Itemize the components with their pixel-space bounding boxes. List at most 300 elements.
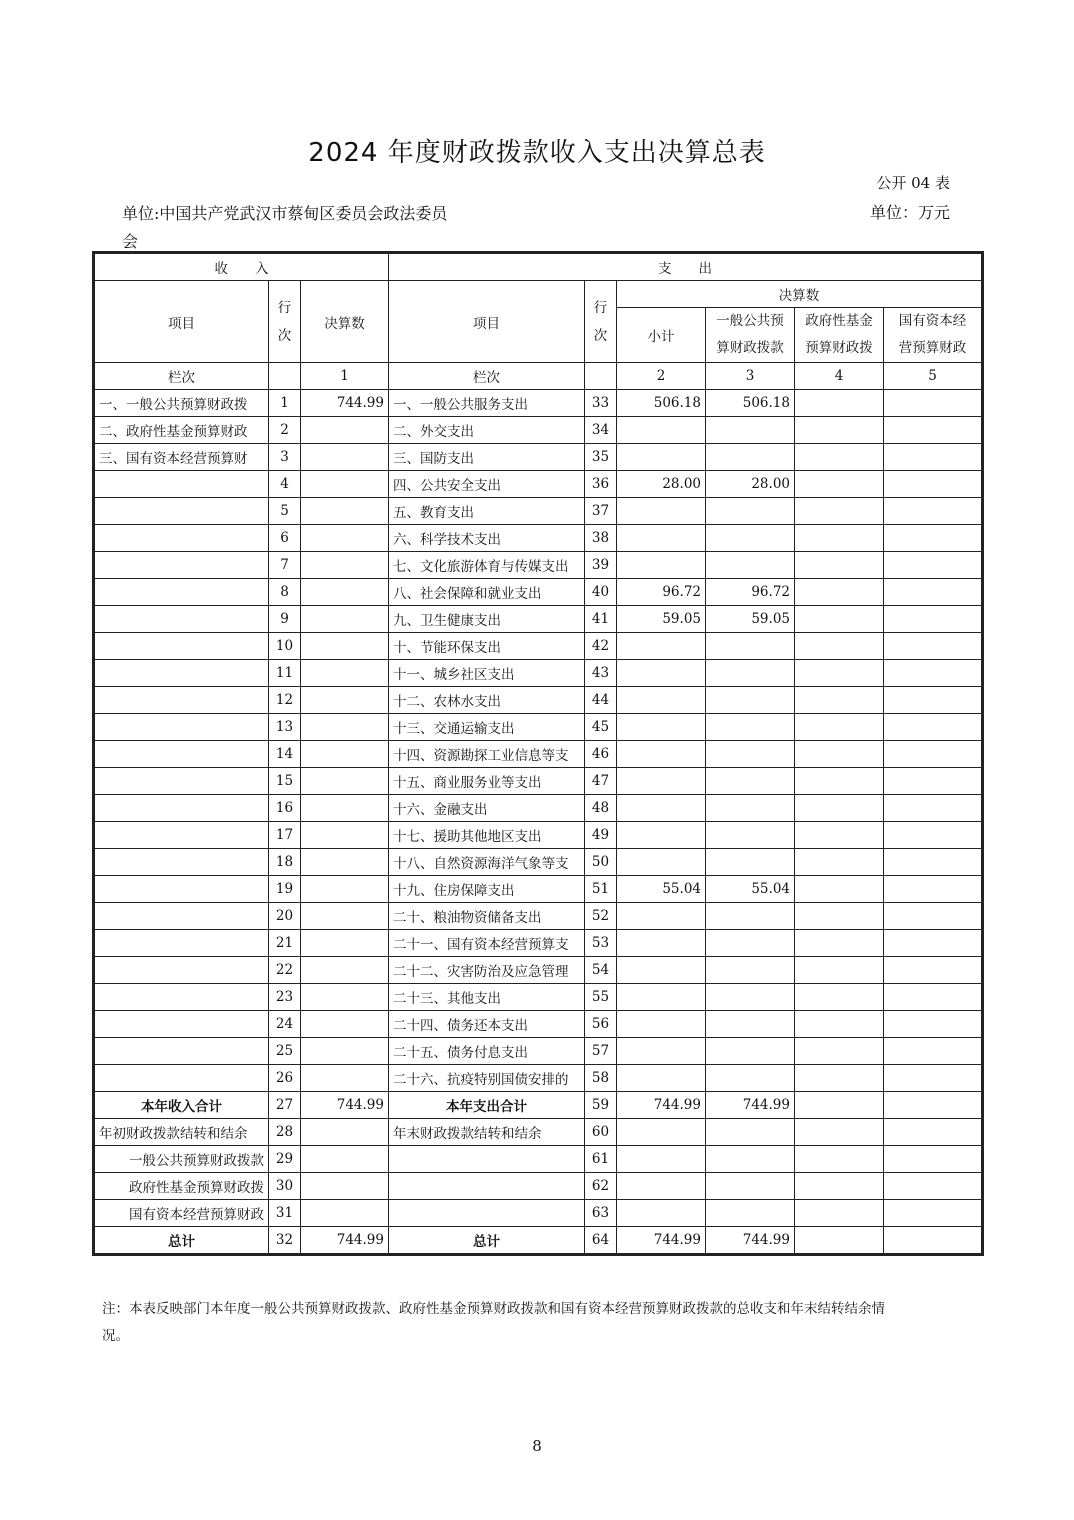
col-index-3: 3 <box>706 363 795 390</box>
gov-fund-cell <box>795 1119 884 1146</box>
expense-line-cell: 40 <box>585 579 617 606</box>
expense-item-cell: 二十、粮油物资储备支出 <box>389 903 585 930</box>
income-item-cell: 政府性基金预算财政拨 <box>95 1173 269 1200</box>
expense-item-cell: 八、社会保障和就业支出 <box>389 579 585 606</box>
expense-item-cell <box>389 1173 585 1200</box>
general-budget-header: 一般公共预算财政拨款 <box>706 308 795 363</box>
general-budget-cell <box>706 984 795 1011</box>
expense-item-header: 项目 <box>389 281 585 363</box>
expense-line-cell: 42 <box>585 633 617 660</box>
general-budget-cell <box>706 849 795 876</box>
subtotal-cell <box>617 1173 706 1200</box>
income-amount-cell: 744.99 <box>301 390 389 417</box>
subtotal-cell <box>617 768 706 795</box>
income-item-cell: 一、一般公共预算财政拨 <box>95 390 269 417</box>
subtotal-cell <box>617 1011 706 1038</box>
gov-fund-cell <box>795 768 884 795</box>
expense-line-cell: 35 <box>585 444 617 471</box>
income-amount-cell: 744.99 <box>301 1092 389 1119</box>
income-amount-cell <box>301 552 389 579</box>
income-amount-cell <box>301 579 389 606</box>
subtotal-cell <box>617 714 706 741</box>
expense-line-cell: 34 <box>585 417 617 444</box>
state-capital-cell <box>884 714 982 741</box>
income-item-cell <box>95 741 269 768</box>
income-item-cell <box>95 687 269 714</box>
state-capital-cell <box>884 984 982 1011</box>
expense-line-cell: 44 <box>585 687 617 714</box>
table-row <box>95 768 982 795</box>
state-capital-cell <box>884 1146 982 1173</box>
income-line-cell: 12 <box>269 687 301 714</box>
income-amount-cell <box>301 957 389 984</box>
income-item-cell <box>95 1065 269 1092</box>
income-line-cell: 26 <box>269 1065 301 1092</box>
subtotal-cell: 55.04 <box>617 876 706 903</box>
state-capital-cell <box>884 1011 982 1038</box>
state-capital-cell <box>884 957 982 984</box>
state-capital-cell <box>884 525 982 552</box>
expense-line-cell: 52 <box>585 903 617 930</box>
income-line-cell: 7 <box>269 552 301 579</box>
income-amount-cell <box>301 444 389 471</box>
income-item-cell <box>95 660 269 687</box>
gov-fund-cell <box>795 1200 884 1227</box>
expense-column-label: 栏次 <box>389 363 585 390</box>
state-capital-cell <box>884 471 982 498</box>
state-capital-cell <box>884 606 982 633</box>
income-line-cell: 1 <box>269 390 301 417</box>
table-row <box>95 984 982 1011</box>
general-budget-cell <box>706 1146 795 1173</box>
gov-fund-cell <box>795 876 884 903</box>
income-amount-cell <box>301 714 389 741</box>
gov-fund-cell <box>795 930 884 957</box>
subtotal-cell <box>617 1065 706 1092</box>
subtotal-cell <box>617 1038 706 1065</box>
expense-item-cell: 十九、住房保障支出 <box>389 876 585 903</box>
table-row <box>95 471 982 498</box>
column-header-row-1 <box>95 281 982 308</box>
income-item-cell <box>95 768 269 795</box>
gov-fund-cell <box>795 606 884 633</box>
gov-fund-cell <box>795 579 884 606</box>
state-capital-cell <box>884 1065 982 1092</box>
income-amount-cell <box>301 633 389 660</box>
general-budget-cell: 59.05 <box>706 606 795 633</box>
subtotal-cell <box>617 822 706 849</box>
income-amount-cell <box>301 768 389 795</box>
general-budget-cell <box>706 660 795 687</box>
general-budget-cell <box>706 552 795 579</box>
expense-line-cell: 38 <box>585 525 617 552</box>
table-row <box>95 795 982 822</box>
income-item-cell <box>95 471 269 498</box>
expense-item-cell: 十四、资源勘探工业信息等支 <box>389 741 585 768</box>
state-capital-cell <box>884 741 982 768</box>
income-line-cell: 23 <box>269 984 301 1011</box>
expense-item-cell: 十二、农林水支出 <box>389 687 585 714</box>
page-number: 8 <box>532 1437 542 1455</box>
table-row <box>95 1011 982 1038</box>
subtotal-cell <box>617 552 706 579</box>
income-line-cell: 28 <box>269 1119 301 1146</box>
income-amount-cell <box>301 741 389 768</box>
expense-header: 支 出 <box>389 254 982 281</box>
income-item-cell <box>95 579 269 606</box>
subtotal-cell <box>617 1119 706 1146</box>
general-budget-cell <box>706 1011 795 1038</box>
income-line-cell: 11 <box>269 660 301 687</box>
expense-line-cell: 53 <box>585 930 617 957</box>
general-budget-cell <box>706 417 795 444</box>
general-budget-cell <box>706 822 795 849</box>
col-index-4: 4 <box>795 363 884 390</box>
expense-line-cell: 55 <box>585 984 617 1011</box>
income-amount-cell <box>301 471 389 498</box>
income-item-cell <box>95 930 269 957</box>
gov-fund-cell <box>795 795 884 822</box>
income-item-cell <box>95 876 269 903</box>
general-budget-cell <box>706 714 795 741</box>
section-header-row <box>95 254 982 281</box>
state-capital-cell <box>884 930 982 957</box>
general-budget-cell <box>706 498 795 525</box>
income-line-cell: 14 <box>269 741 301 768</box>
income-item-cell: 二、政府性基金预算财政 <box>95 417 269 444</box>
income-line-cell: 4 <box>269 471 301 498</box>
subtotal-cell <box>617 984 706 1011</box>
table-row <box>95 552 982 579</box>
state-capital-cell <box>884 1173 982 1200</box>
subtotal-cell <box>617 444 706 471</box>
income-amount-cell <box>301 903 389 930</box>
gov-fund-cell <box>795 444 884 471</box>
general-budget-cell <box>706 1173 795 1200</box>
gov-fund-cell <box>795 849 884 876</box>
expense-line-cell: 36 <box>585 471 617 498</box>
expense-item-cell: 二十六、抗疫特别国债安排的 <box>389 1065 585 1092</box>
general-budget-cell <box>706 1065 795 1092</box>
gov-fund-cell <box>795 552 884 579</box>
income-amount-cell <box>301 660 389 687</box>
gov-fund-cell <box>795 984 884 1011</box>
expense-line-cell: 62 <box>585 1173 617 1200</box>
general-budget-cell <box>706 741 795 768</box>
expense-item-cell: 五、教育支出 <box>389 498 585 525</box>
income-amount-cell <box>301 822 389 849</box>
general-budget-cell: 28.00 <box>706 471 795 498</box>
income-item-cell: 一般公共预算财政拨款 <box>95 1146 269 1173</box>
general-budget-cell: 96.72 <box>706 579 795 606</box>
state-capital-cell <box>884 1092 982 1119</box>
income-line-cell: 30 <box>269 1173 301 1200</box>
expense-item-cell: 十一、城乡社区支出 <box>389 660 585 687</box>
expense-line-cell: 33 <box>585 390 617 417</box>
income-header: 收 入 <box>95 254 389 281</box>
gov-fund-cell <box>795 957 884 984</box>
gov-fund-cell <box>795 498 884 525</box>
table-row <box>95 1065 982 1092</box>
table-row <box>95 417 982 444</box>
state-capital-cell <box>884 552 982 579</box>
income-item-cell <box>95 984 269 1011</box>
subtotal-cell <box>617 633 706 660</box>
income-amount-cell <box>301 1173 389 1200</box>
income-amount-cell <box>301 606 389 633</box>
gov-fund-cell <box>795 714 884 741</box>
expense-item-cell <box>389 1146 585 1173</box>
general-budget-cell: 744.99 <box>706 1092 795 1119</box>
general-budget-cell <box>706 930 795 957</box>
income-line-cell: 22 <box>269 957 301 984</box>
expense-line-cell: 45 <box>585 714 617 741</box>
table-row <box>95 957 982 984</box>
gov-fund-cell <box>795 741 884 768</box>
subtotal-cell <box>617 498 706 525</box>
expense-line-cell: 48 <box>585 795 617 822</box>
expense-item-cell: 一、一般公共服务支出 <box>389 390 585 417</box>
income-line-cell: 15 <box>269 768 301 795</box>
income-line-cell: 17 <box>269 822 301 849</box>
income-amount-cell <box>301 1119 389 1146</box>
income-amount-cell <box>301 1146 389 1173</box>
income-column-label: 栏次 <box>95 363 269 390</box>
state-capital-cell <box>884 795 982 822</box>
state-capital-cell <box>884 768 982 795</box>
expense-item-cell: 二、外交支出 <box>389 417 585 444</box>
state-capital-cell <box>884 444 982 471</box>
expense-amount-header: 决算数 <box>617 281 982 308</box>
gov-fund-cell <box>795 525 884 552</box>
state-capital-cell <box>884 849 982 876</box>
state-capital-cell <box>884 1038 982 1065</box>
expense-line-cell: 43 <box>585 660 617 687</box>
expense-line-cell: 58 <box>585 1065 617 1092</box>
expense-line-index <box>585 363 617 390</box>
table-row <box>95 822 982 849</box>
income-line-cell: 21 <box>269 930 301 957</box>
unit-label: 单位:中国共产党武汉市蔡甸区委员会政法委员会 <box>122 204 448 251</box>
income-amount-cell <box>301 417 389 444</box>
subtotal-cell: 744.99 <box>617 1092 706 1119</box>
gov-fund-cell <box>795 1227 884 1254</box>
income-amount-cell <box>301 1065 389 1092</box>
table-row <box>95 1119 982 1146</box>
table-row <box>95 741 982 768</box>
col-index-1: 1 <box>301 363 389 390</box>
state-capital-cell <box>884 1227 982 1254</box>
gov-fund-cell <box>795 903 884 930</box>
table-row <box>95 1038 982 1065</box>
expense-line-cell: 51 <box>585 876 617 903</box>
expense-line-cell: 60 <box>585 1119 617 1146</box>
table-row <box>95 390 982 417</box>
general-budget-cell <box>706 525 795 552</box>
income-amount-cell <box>301 525 389 552</box>
income-line-index <box>269 363 301 390</box>
general-budget-cell <box>706 1119 795 1146</box>
subtotal-cell: 59.05 <box>617 606 706 633</box>
subtotal-cell <box>617 849 706 876</box>
table-body <box>95 390 982 1254</box>
general-budget-cell <box>706 687 795 714</box>
income-line-cell: 27 <box>269 1092 301 1119</box>
expense-item-cell: 十八、自然资源海洋气象等支 <box>389 849 585 876</box>
income-line-cell: 2 <box>269 417 301 444</box>
expense-line-cell: 46 <box>585 741 617 768</box>
table-row <box>95 606 982 633</box>
general-budget-cell <box>706 1200 795 1227</box>
general-budget-cell <box>706 903 795 930</box>
gov-fund-cell <box>795 417 884 444</box>
income-line-cell: 13 <box>269 714 301 741</box>
expense-item-cell: 九、卫生健康支出 <box>389 606 585 633</box>
subtotal-cell: 96.72 <box>617 579 706 606</box>
general-budget-cell <box>706 444 795 471</box>
income-item-cell: 本年收入合计 <box>95 1092 269 1119</box>
subtotal-header: 小计 <box>617 308 706 363</box>
subtotal-cell: 28.00 <box>617 471 706 498</box>
expense-item-cell: 六、科学技术支出 <box>389 525 585 552</box>
footnote: 注：本表反映部门本年度一般公共预算财政拨款、政府性基金预算财政拨款和国有资本经营预算财政拨款的总收支和年末结转结余情况。 <box>102 1301 885 1344</box>
income-line-cell: 3 <box>269 444 301 471</box>
col-index-5: 5 <box>884 363 982 390</box>
expense-line-cell: 63 <box>585 1200 617 1227</box>
expense-line-cell: 61 <box>585 1146 617 1173</box>
state-capital-cell <box>884 687 982 714</box>
expense-line-cell: 57 <box>585 1038 617 1065</box>
expense-item-cell: 十、节能环保支出 <box>389 633 585 660</box>
income-item-cell: 总计 <box>95 1227 269 1254</box>
state-capital-cell <box>884 1200 982 1227</box>
income-line-cell: 16 <box>269 795 301 822</box>
gov-fund-cell <box>795 660 884 687</box>
gov-fund-cell <box>795 1092 884 1119</box>
income-item-cell <box>95 822 269 849</box>
subtotal-cell: 744.99 <box>617 1227 706 1254</box>
state-capital-header: 国有资本经营预算财政 <box>884 308 982 363</box>
expense-item-cell: 二十五、债务付息支出 <box>389 1038 585 1065</box>
expense-item-cell: 十七、援助其他地区支出 <box>389 822 585 849</box>
income-line-header: 行次 <box>269 281 301 363</box>
state-capital-cell <box>884 579 982 606</box>
state-capital-cell <box>884 903 982 930</box>
income-amount-cell <box>301 498 389 525</box>
subtotal-cell <box>617 930 706 957</box>
gov-fund-cell <box>795 1146 884 1173</box>
table-row <box>95 498 982 525</box>
expense-item-cell: 年末财政拨款结转和结余 <box>389 1119 585 1146</box>
expense-item-cell: 二十三、其他支出 <box>389 984 585 1011</box>
subtotal-cell: 506.18 <box>617 390 706 417</box>
col-index-2: 2 <box>617 363 706 390</box>
gov-fund-cell <box>795 471 884 498</box>
gov-fund-cell <box>795 1011 884 1038</box>
income-item-cell <box>95 903 269 930</box>
income-line-cell: 32 <box>269 1227 301 1254</box>
income-amount-cell <box>301 930 389 957</box>
state-capital-cell <box>884 498 982 525</box>
subtotal-cell <box>617 687 706 714</box>
income-amount-cell <box>301 687 389 714</box>
expense-line-cell: 54 <box>585 957 617 984</box>
income-item-header: 项目 <box>95 281 269 363</box>
income-amount-cell: 744.99 <box>301 1227 389 1254</box>
income-line-cell: 25 <box>269 1038 301 1065</box>
gov-fund-cell <box>795 1038 884 1065</box>
expense-line-cell: 47 <box>585 768 617 795</box>
table-row <box>95 525 982 552</box>
expense-item-cell: 十三、交通运输支出 <box>389 714 585 741</box>
expense-item-cell: 四、公共安全支出 <box>389 471 585 498</box>
income-item-cell <box>95 1038 269 1065</box>
general-budget-cell <box>706 768 795 795</box>
income-amount-cell <box>301 1038 389 1065</box>
table-row <box>95 660 982 687</box>
income-item-cell <box>95 957 269 984</box>
page-title: 2024 年度财政拨款收入支出决算总表 <box>308 138 766 168</box>
general-budget-cell <box>706 633 795 660</box>
income-amount-cell <box>301 984 389 1011</box>
expense-line-cell: 50 <box>585 849 617 876</box>
expense-item-cell: 二十四、债务还本支出 <box>389 1011 585 1038</box>
income-line-cell: 5 <box>269 498 301 525</box>
income-line-cell: 24 <box>269 1011 301 1038</box>
expense-line-cell: 59 <box>585 1092 617 1119</box>
expense-item-cell: 本年支出合计 <box>389 1092 585 1119</box>
table-row <box>95 687 982 714</box>
income-item-cell <box>95 714 269 741</box>
subtotal-cell <box>617 795 706 822</box>
subtotal-cell <box>617 660 706 687</box>
expense-item-cell: 十六、金融支出 <box>389 795 585 822</box>
income-line-cell: 20 <box>269 903 301 930</box>
income-item-cell <box>95 498 269 525</box>
general-budget-cell: 744.99 <box>706 1227 795 1254</box>
income-item-cell: 三、国有资本经营预算财 <box>95 444 269 471</box>
general-budget-cell <box>706 957 795 984</box>
table-row <box>95 633 982 660</box>
income-amount-cell <box>301 795 389 822</box>
table-row <box>95 903 982 930</box>
form-number: 公开 04 表 <box>876 174 950 192</box>
income-item-cell <box>95 552 269 579</box>
income-item-cell <box>95 606 269 633</box>
gov-fund-header: 政府性基金预算财政拨 <box>795 308 884 363</box>
table-row <box>95 1227 982 1254</box>
general-budget-cell: 506.18 <box>706 390 795 417</box>
income-item-cell <box>95 795 269 822</box>
expense-line-cell: 39 <box>585 552 617 579</box>
expense-item-cell: 七、文化旅游体育与传媒支出 <box>389 552 585 579</box>
table-row <box>95 714 982 741</box>
table-row <box>95 444 982 471</box>
table-row <box>95 849 982 876</box>
expense-line-cell: 41 <box>585 606 617 633</box>
table-row <box>95 1146 982 1173</box>
subtotal-cell <box>617 525 706 552</box>
income-line-cell: 31 <box>269 1200 301 1227</box>
table-row <box>95 579 982 606</box>
expense-item-cell: 三、国防支出 <box>389 444 585 471</box>
income-line-cell: 6 <box>269 525 301 552</box>
state-capital-cell <box>884 633 982 660</box>
table-row <box>95 930 982 957</box>
state-capital-cell <box>884 660 982 687</box>
income-item-cell <box>95 525 269 552</box>
expense-item-cell: 二十二、灾害防治及应急管理 <box>389 957 585 984</box>
